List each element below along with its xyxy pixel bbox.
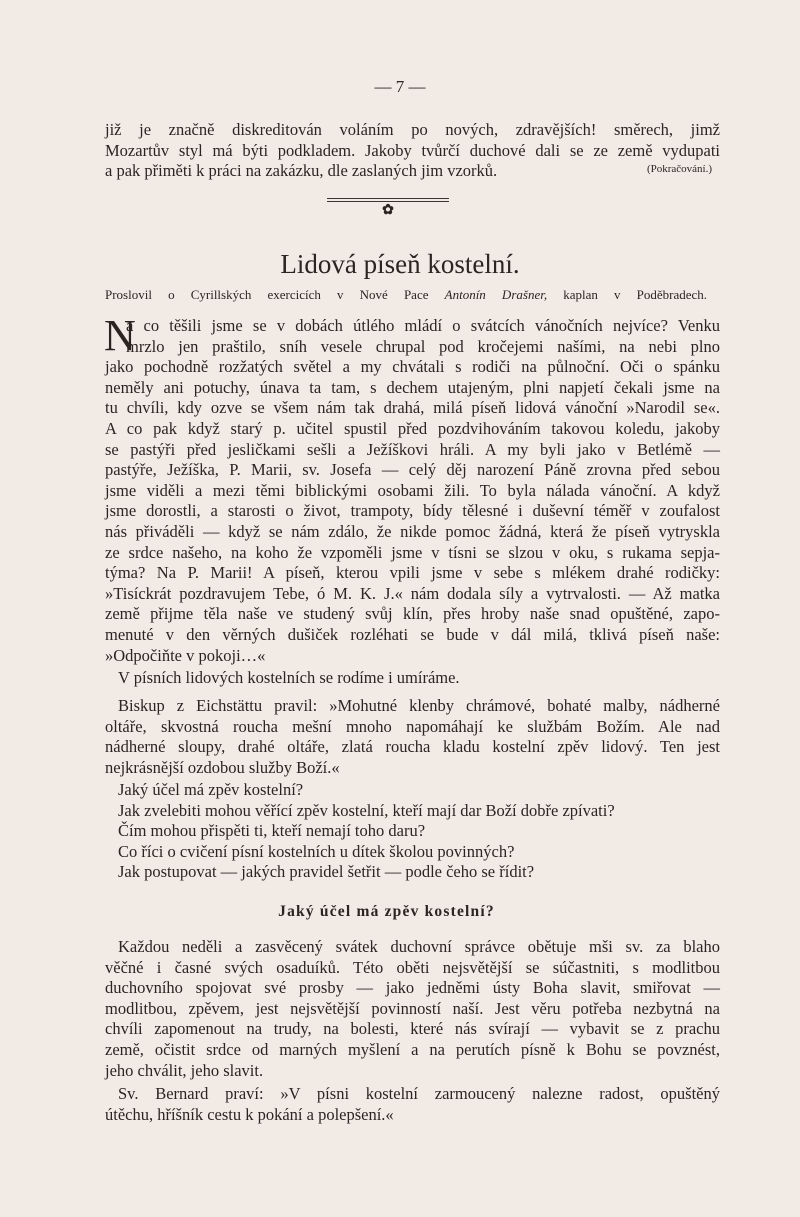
text-line: jako pochodně rozžatých světel a my chvátali s rodiči na půlnoční. Oči o spánku (105, 357, 720, 377)
byline-prefix: Proslovil o Cyrillských exercicích v Nové Pace (105, 287, 429, 302)
paragraph-bernard-quote (105, 1084, 720, 1125)
text-line: se pastýři před jesličkami sešli a Ježíškovi hráli. A my byli jako v Betlémě — (105, 439, 720, 459)
text-line: týma? Na P. Marii! A píseň, kterou vpili jsme v sebe s mlékem drahé rodičky: (105, 563, 720, 583)
fleuron-icon: ✿ (382, 203, 394, 218)
text-line: nejkrásnější ozdobou služby Boží.« (105, 757, 340, 777)
text-line: již je značně diskreditován voláním po nových, zdravějších! směrech, jimž (105, 120, 720, 139)
text-line: Čím mohou přispěti ti, kteří nemají toho daru? (118, 821, 426, 841)
drop-cap: N (104, 311, 136, 360)
text-line: útěchu, hříšník cestu k pokání a polepšení.« (105, 1104, 394, 1124)
text-line: chvíli zapomenout na trudy, na bolesti, které nás svírají — vybavit se z prachu (105, 1019, 720, 1039)
text-line: nás přiváděli — když se nám zdálo, že nikde pomoc žádná, která že píseň vytryskla (105, 521, 720, 541)
continuation-paragraph (105, 120, 720, 182)
text-line: oltáře, skvostná roucha mešní mnoho napomáhají ke službám Božím. Ale nad (105, 716, 720, 736)
text-line: země, očistit srdce od marných myšlení a na perutích písně k Bohu se povznést, (105, 1039, 720, 1059)
text-line: země přijme těla naše ve studený svůj klín, přes hroby naše snad opuštěné, zapo- (105, 604, 720, 624)
text-line: jsme dorostli, a starosti o život, trampoty, bídy tělesné i duševní téměř v zoufalost (105, 501, 720, 521)
text-line: jsme viděli a mezi těmi biblickými osobami žili. To byla nálada vánoční. A když (105, 480, 720, 500)
byline-suffix: kaplan v Poděbradech. (563, 287, 708, 302)
question-list (105, 780, 720, 883)
paragraph-intro (104, 311, 720, 666)
text-line: A co pak když starý p. učitel spustil před pozdvihováním takovou koledu, jakoby (105, 418, 720, 438)
text-line: Jak postupovat — jakých pravidel šetřit — podle čeho se řídit? (118, 862, 535, 882)
text-line: Jak zvelebiti mohou věřící zpěv kostelní, kteří mají dar Boží dobře zpívati? (118, 800, 615, 820)
text-line: Jaký účel má zpěv kostelní? (118, 780, 304, 799)
byline-author: Antonín Drašner, (444, 287, 548, 302)
text-line: menuté v den věrných dušiček rozléhati se bude v dál milá, tklivá píseň naše: (105, 624, 720, 644)
text-line: V písních lidových kostelních se rodíme i umíráme. (118, 668, 460, 687)
text-line: Biskup z Eichstättu pravil: »Mohutné klenby chrámové, bohaté malby, nádherné (118, 696, 720, 715)
article-byline (105, 287, 707, 303)
text-line: duchovního spojovat své prosby — jako jedněmi ústy Boha slavit, smiřovat — (105, 978, 720, 998)
text-line: nádherné sloupy, drahé oltáře, zlatá roucha kladu kostelní zpěv lidový. Ten jest (105, 737, 720, 757)
text-line: modlitbou, zpěvem, jest nejsvětější povinností naší. Jest věru potřeba nezbytná na (105, 998, 720, 1018)
text-line: »Tisíckrát pozdravujem Tebe, ó M. K. J.« nám dodala síly a vytrvalosti. — Až matka (105, 583, 720, 603)
article-title: Lidová píseň kostelní. (280, 249, 520, 279)
text-line: a co těšili jsme se v dobách útlého mládí o svátcích vánočních nejvíce? Venku (126, 316, 720, 335)
text-line: »Odpočiňte v pokoji…« (105, 645, 266, 665)
paragraph (105, 668, 720, 689)
text-line: jeho chválit, jeho slavit. (105, 1060, 264, 1080)
text-line: tu chvíli, kdy ozve se všem nám tak drahá, milá píseň lidová vánoční »Narodil se«. (105, 398, 720, 418)
page-number: — 7 — (374, 77, 426, 96)
text-line: neměly ani potuchy, únava ta tam, s dechem utajeným, plni napjetí čekali jsme na (105, 377, 720, 397)
text-line: ze srdce našeho, na koho že vzpoměli jsme v tísni se slzou v oku, s rukama sepja- (105, 542, 720, 562)
text-line: pastýře, Ježíška, P. Marii, sv. Josefa — celý děj narození Páně zrovna před sebou (105, 460, 720, 480)
text-line: Co říci o cvičení písní kostelních u dítek školou povinných? (118, 841, 515, 861)
text-line: Každou neděli a zasvěcený svátek duchovní správce obětuje mši sv. za blaho (118, 937, 720, 956)
section-heading: Jaký účel má zpěv kostelní? (278, 903, 495, 920)
paragraph (105, 936, 720, 1080)
continued-note: (Pokračování.) (646, 163, 712, 176)
text-line: věčné i časné svých osaduíků. Této oběti nejsvětější se súčastniti, s modlitbou (105, 957, 720, 977)
ornament-divider (327, 198, 449, 218)
text-line: a pak přiměti k práci na zakázku, dle zaslaných jim vzorků. (105, 161, 498, 181)
text-line: Sv. Bernard praví: »V písni kostelní zarmoucený nalezne radost, opuštěný (118, 1084, 720, 1103)
text-line: mrzlo jen praštilo, sníh vesele chrupal pod kročejemi našími, na nebi plno (126, 336, 720, 356)
text-line: Mozartův styl má býti podkladem. Jakoby tvůrčí duchové dali se ze země vydupati (105, 140, 720, 160)
paragraph-bishop-quote (105, 696, 720, 778)
